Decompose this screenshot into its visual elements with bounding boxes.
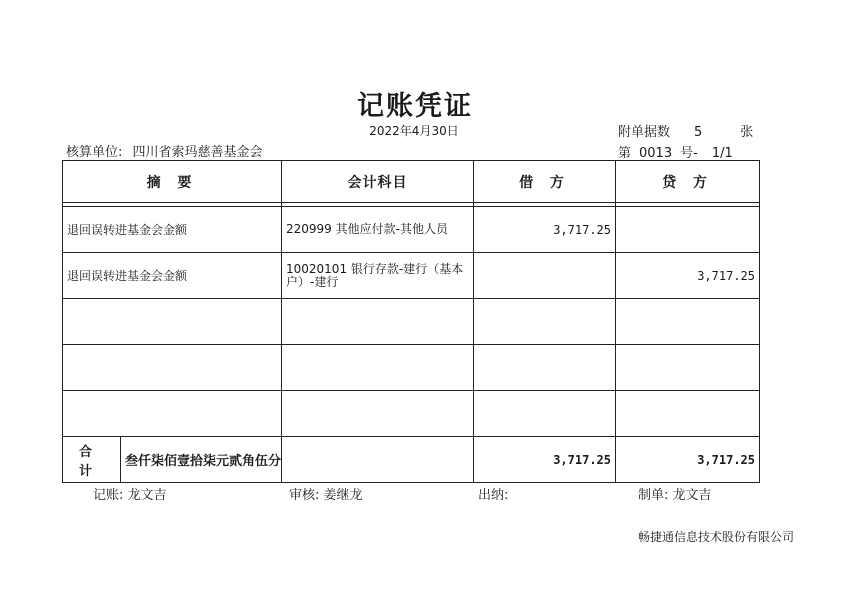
row-debit: 3,717.25	[474, 207, 616, 253]
table-row	[63, 345, 760, 391]
row-account	[282, 299, 474, 345]
voucher-page: 1/1	[711, 146, 733, 161]
table-row	[63, 299, 760, 345]
row-account: 220999 其他应付款-其他人员	[282, 207, 474, 253]
total-credit: 3,717.25	[616, 437, 760, 483]
table-row	[63, 207, 760, 253]
accounting-unit-label: 核算单位:	[66, 145, 123, 160]
accounting-unit	[66, 141, 263, 160]
row-summary: 退回误转进基金会金额	[63, 207, 282, 253]
row-summary	[63, 299, 282, 345]
attachment-count	[618, 121, 753, 140]
total-row	[63, 437, 760, 483]
voucher-title: 记账凭证	[357, 91, 473, 122]
row-account	[282, 391, 474, 437]
row-summary: 退回误转进基金会金额	[63, 253, 282, 299]
total-blank	[282, 437, 474, 483]
row-debit	[474, 253, 616, 299]
table-header-row	[63, 161, 760, 203]
attachment-unit: 张	[740, 125, 754, 140]
auditor: 审核: 姜继龙	[289, 488, 363, 503]
total-label	[63, 437, 282, 483]
header-debit: 借 方	[474, 161, 616, 203]
row-summary	[63, 391, 282, 437]
attachment-label: 附单据数	[618, 125, 671, 140]
row-credit	[616, 299, 760, 345]
cashier: 出纳:	[478, 488, 509, 503]
voucher-date: 2022年4月30日	[369, 124, 459, 138]
row-summary	[63, 345, 282, 391]
row-credit	[616, 207, 760, 253]
bookkeeper: 记账: 龙文吉	[93, 488, 167, 503]
table-row	[63, 253, 760, 299]
software-company: 畅捷通信息技术股份有限公司	[637, 530, 794, 544]
voucher-number	[618, 142, 733, 161]
voucher-suffix: 号-	[680, 146, 698, 161]
voucher-prefix: 第	[618, 146, 632, 161]
total-amount-words: 叁仟柒佰壹拾柒元贰角伍分	[124, 454, 281, 469]
preparer: 制单: 龙文吉	[638, 488, 712, 503]
row-account: 10020101 银行存款-建行（基本户）-建行	[282, 253, 474, 299]
total-debit: 3,717.25	[474, 437, 616, 483]
row-account	[282, 345, 474, 391]
total-label-text: 合 计	[63, 437, 121, 482]
voucher-table	[62, 160, 760, 483]
voucher-number-value: 0013	[639, 146, 673, 161]
row-credit	[616, 345, 760, 391]
table-row	[63, 391, 760, 437]
row-credit	[616, 391, 760, 437]
header-credit: 贷 方	[616, 161, 760, 203]
attachment-number: 5	[694, 125, 703, 140]
row-credit: 3,717.25	[616, 253, 760, 299]
row-debit	[474, 391, 616, 437]
row-debit	[474, 299, 616, 345]
header-account: 会计科目	[282, 161, 474, 203]
row-debit	[474, 345, 616, 391]
accounting-unit-name: 四川省索玛慈善基金会	[132, 145, 263, 160]
header-summary: 摘 要	[63, 161, 282, 203]
